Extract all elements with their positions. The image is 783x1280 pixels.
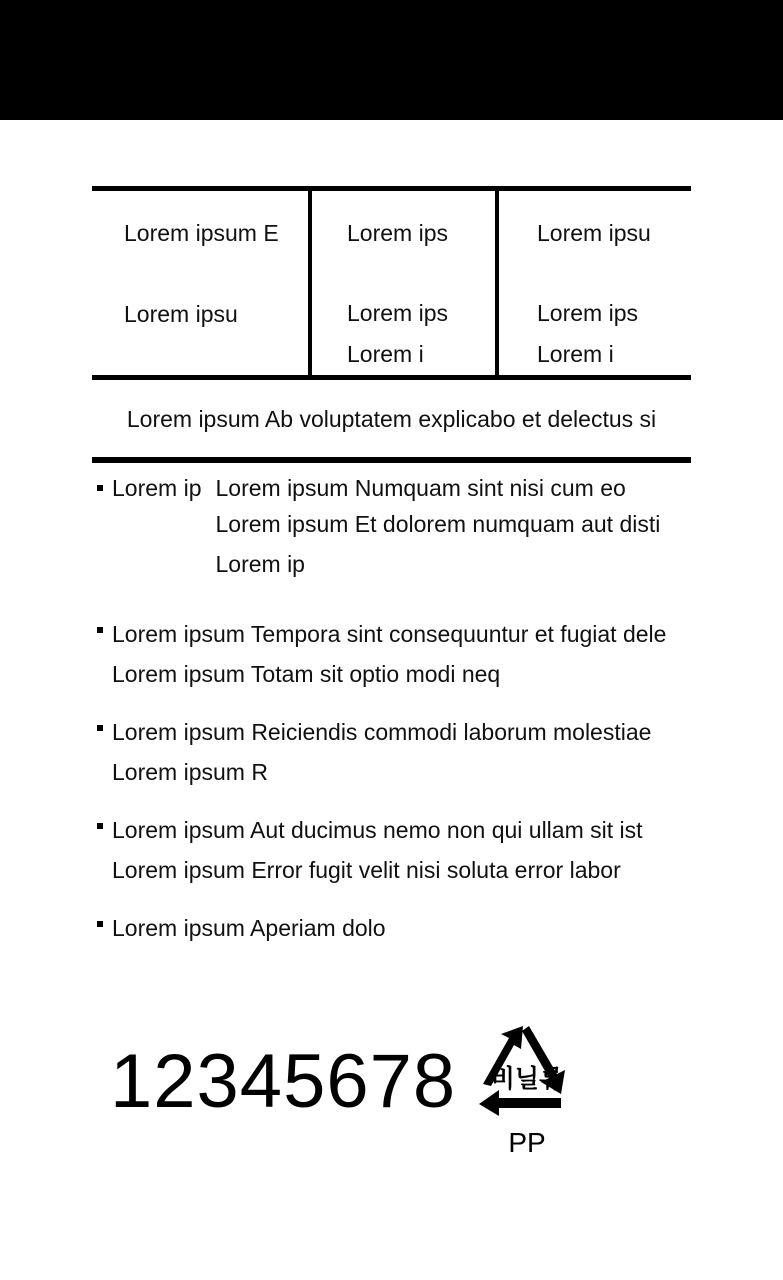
- recycling-mark: [471, 1016, 589, 1158]
- product-code-number: 12345678: [110, 1039, 457, 1124]
- table-cell-text: Lorem ips: [347, 300, 448, 326]
- bullet-list: [92, 472, 702, 970]
- list-item: [92, 908, 702, 948]
- square-bullet-icon: [97, 627, 103, 633]
- table-column-2: [308, 191, 495, 375]
- square-bullet-icon: [97, 921, 103, 927]
- bullet-lines: [112, 810, 643, 890]
- square-bullet-icon: [97, 725, 103, 731]
- list-item: [92, 810, 702, 890]
- bullet-hanging-lines: [215, 472, 660, 584]
- bullet-line: Lorem ipsum Numquam sint nisi cum eo: [215, 475, 626, 501]
- square-bullet-icon: [97, 823, 103, 829]
- table-cell-text: Lorem ips: [347, 220, 448, 246]
- bullet-line: Lorem ipsum R: [112, 759, 268, 785]
- table-column-3: [495, 191, 687, 375]
- list-item: [92, 472, 702, 584]
- square-bullet-icon: [97, 485, 103, 491]
- bullet-lines: [112, 712, 651, 792]
- list-item: [92, 712, 702, 792]
- bullet-line: Lorem ipsum Tempora sint consequuntur et fugiat dele: [112, 621, 667, 647]
- bullet-line: Lorem ipsum Et dolorem numquam aut disti: [215, 511, 661, 537]
- bullet-label: Lorem ip: [112, 475, 202, 501]
- table-cell-text: Lorem ipsum E: [124, 220, 279, 246]
- table-caption-row: [92, 380, 691, 463]
- bullet-line: Lorem ipsum Totam sit optio modi neq: [112, 661, 501, 687]
- bullet-lines: [112, 908, 386, 948]
- cell-spacer: [347, 254, 495, 293]
- table-cell-text: Lorem i: [347, 341, 424, 367]
- info-table: [92, 186, 691, 380]
- table-cell-text: Lorem i: [537, 341, 614, 367]
- bullet-lines: [112, 614, 666, 694]
- cell-spacer: [537, 254, 687, 293]
- table-cell-text: Lorem ipsu: [537, 220, 651, 246]
- table-cell-text: Lorem ips: [537, 300, 638, 326]
- table-cell-text: Lorem ipsu: [124, 301, 238, 327]
- bullet-line: Lorem ipsum Aut ducimus nemo non qui ullam sit ist: [112, 817, 643, 843]
- bullet-line: Lorem ipsum Reiciendis commodi laborum molestiae: [112, 719, 652, 745]
- cell-spacer: [124, 254, 308, 294]
- top-black-band: [0, 0, 783, 120]
- recycling-material-code: PP: [508, 1127, 546, 1158]
- bullet-line: Lorem ipsum Aperiam dolo: [112, 915, 386, 941]
- bullet-line: Lorem ip: [215, 551, 305, 577]
- list-item: [92, 614, 702, 694]
- table-caption-text: Lorem ipsum Ab voluptatem explicabo et delectus si: [126, 405, 657, 432]
- bullet-line: Lorem ipsum Error fugit velit nisi soluta error labor: [112, 857, 621, 883]
- table-column-1: [92, 191, 308, 375]
- recycling-material-hangul: 비닐류: [490, 1064, 564, 1093]
